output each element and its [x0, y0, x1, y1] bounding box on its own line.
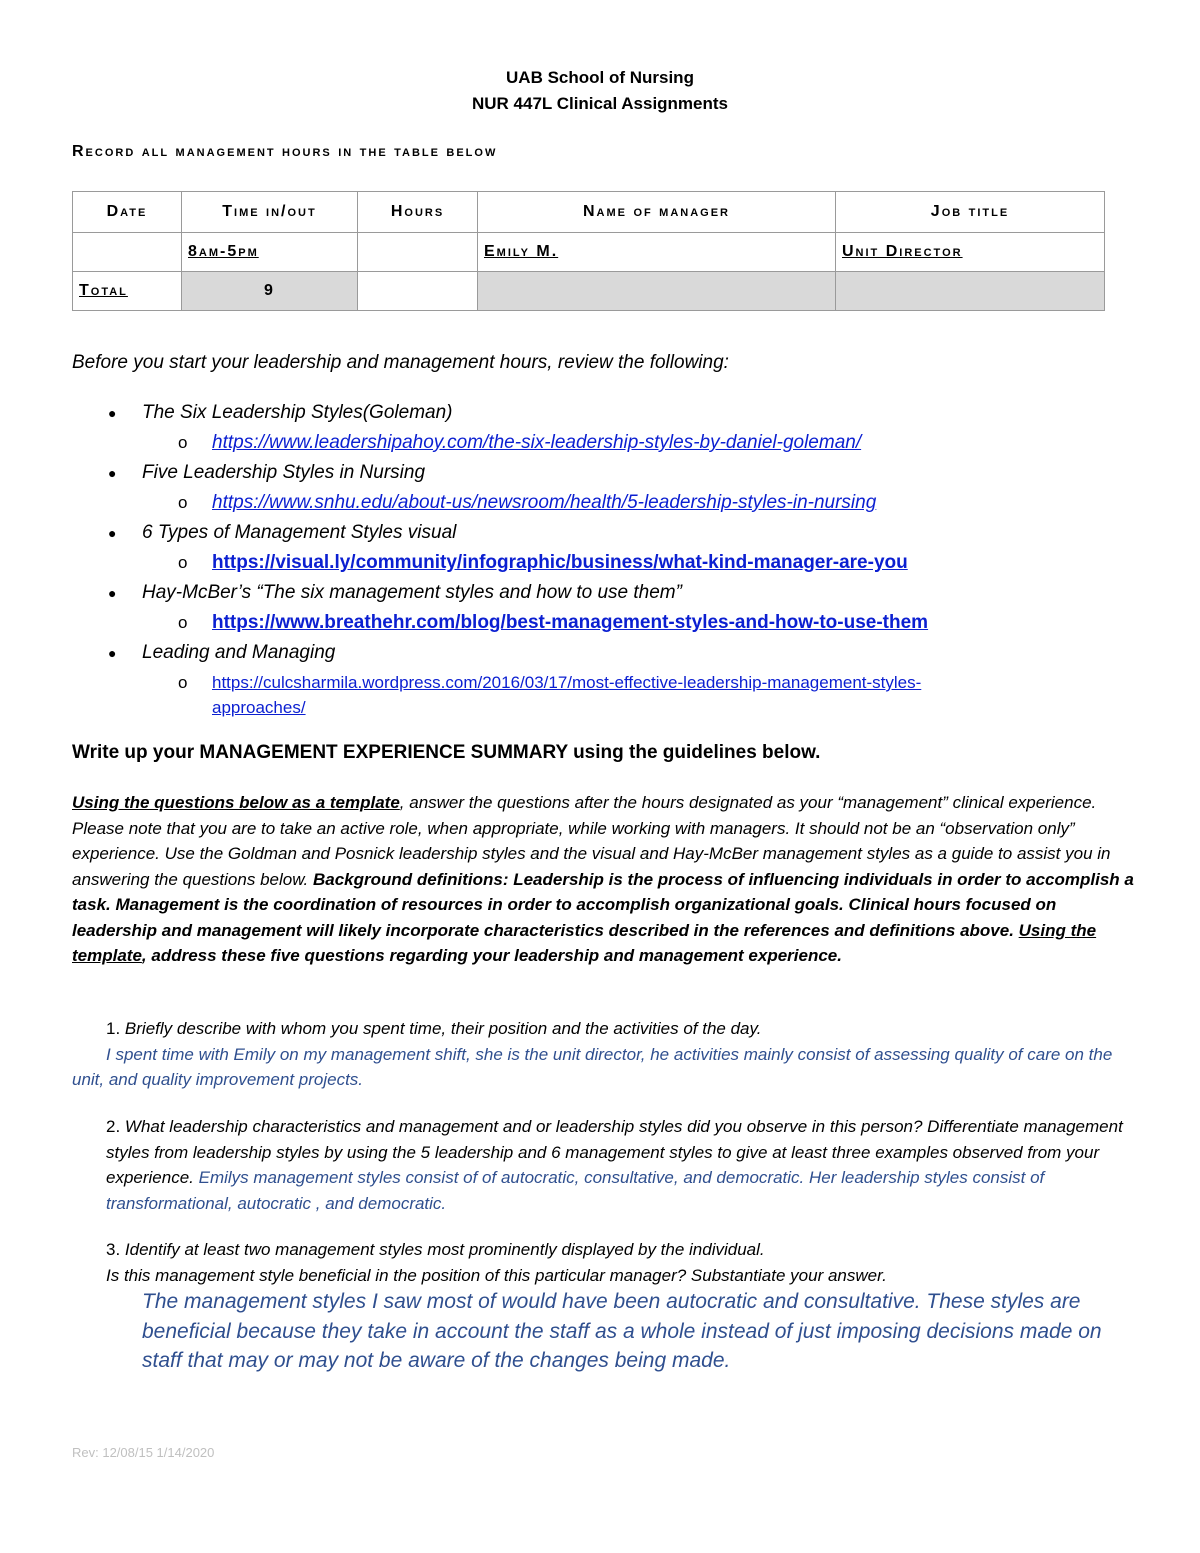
guidelines-definitions: Background definitions: Leadership is the process of influencing individuals in order to accomplish a task. Management is the coordination of resources in order to accomplish organizational goals. Clinical hours focused on leadership and management will likely incorporate characteristics described in the references and definitions above.	[72, 869, 1134, 940]
revision-footer: Rev: 12/08/15 1/14/2020	[72, 1445, 215, 1460]
q2-number: 2.	[106, 1117, 121, 1136]
hours-table	[72, 191, 1105, 311]
table-row	[73, 233, 1105, 272]
q3-text-2: Is this management style beneficial in the position of this particular manager? Substantiate your answer.	[106, 1265, 887, 1285]
circle-bullet-icon: o	[178, 433, 188, 452]
reference-sub	[142, 428, 1132, 458]
table-header-row	[73, 192, 1105, 233]
summary-heading: Write up your MANAGEMENT EXPERIENCE SUMMARY using the guidelines below.	[72, 742, 821, 763]
circle-bullet-icon: o	[178, 673, 188, 692]
q1-number: 1.	[106, 1019, 121, 1038]
q3-number: 3.	[106, 1240, 121, 1259]
reference-sub	[142, 608, 1132, 638]
circle-bullet-icon: o	[178, 553, 188, 572]
col-date: Date	[73, 192, 182, 233]
reference-link[interactable]: https://visual.ly/community/infographic/business/what-kind-manager-are-you	[212, 552, 908, 573]
q2-text: What leadership characteristics and management and or leadership styles did you observe in this person? Differentiate management styles from leadership styles by using the 5 leadership and 6 management styles to give at least three examples observed from your experience.	[106, 1117, 1123, 1187]
q1-text: Briefly describe with whom you spent time, their position and the activities of the day.	[120, 1019, 762, 1038]
guidelines-text: , answer the questions after the hours designated as your “management” clinical experience. Please note that you are to take an active role, when appropriate, while working with managers. It should not be an “observation only” experience. Use the Goldman and Posnick leadership styles and the visual and Hay-McBer management styles as a guide to assist you in answering the questions below.	[72, 793, 1111, 889]
list-item	[72, 518, 1132, 578]
guidelines-paragraph	[72, 790, 1134, 969]
reference-link[interactable]	[212, 673, 921, 717]
col-hours: Hours	[358, 192, 478, 233]
col-job-title: Job title	[836, 192, 1105, 233]
guidelines-lead: Using the questions below as a template	[72, 793, 400, 812]
cell-manager: Emily M.	[478, 233, 836, 272]
link-line-1: https://culcsharmila.wordpress.com/2016/03/17/most-effective-leadership-management-styles-	[212, 673, 922, 692]
reference-list	[72, 398, 1132, 720]
list-item	[72, 578, 1132, 638]
q1-answer: I spent time with Emily on my management shift, she is the unit director, he activities mainly consist of assessing quality of care on the unit, and quality improvement projects.	[72, 1044, 1113, 1089]
total-value: 9	[182, 272, 358, 311]
reference-title: Leading and Managing	[142, 642, 336, 663]
circle-bullet-icon: o	[178, 613, 188, 632]
q3-text: Identify at least two management styles most prominently displayed by the individual.	[120, 1240, 765, 1259]
link-line-2: approaches/	[212, 698, 306, 717]
bullet-icon: ●	[108, 465, 117, 481]
total-manager-cell	[478, 272, 836, 311]
record-title: Record all management hours in the table below	[72, 143, 498, 160]
intro-text: Before you start your leadership and management hours, review the following:	[72, 352, 729, 373]
question-3	[106, 1237, 1136, 1288]
reference-link[interactable]: https://www.leadershipahoy.com/the-six-leadership-styles-by-daniel-goleman/	[212, 432, 862, 453]
reference-title: 6 Types of Management Styles visual	[142, 522, 457, 543]
col-time: Time in/out	[182, 192, 358, 233]
reference-sub	[142, 488, 1132, 518]
q3-answer: The management styles I saw most of would have been autocratic and consultative. These styles are beneficial because they take in account the staff as a whole instead of just imposing decisions made on staff that may or may not be aware of the changes being made.	[142, 1290, 1102, 1372]
reference-sub	[142, 668, 1132, 720]
reference-title: Hay-McBer’s “The six management styles and how to use them”	[142, 582, 682, 603]
cell-time: 8am-5pm	[182, 233, 358, 272]
list-item	[72, 398, 1132, 458]
list-item	[72, 458, 1132, 518]
total-label: Total	[73, 272, 182, 311]
circle-bullet-icon: o	[178, 493, 188, 512]
reference-title: The Six Leadership Styles(Goleman)	[142, 402, 453, 423]
question-1	[72, 1016, 1132, 1093]
total-row	[73, 272, 1105, 311]
course-title: NUR 447L Clinical Assignments	[471, 94, 729, 113]
guidelines-closing: , address these five questions regarding your leadership and management experience.	[141, 946, 842, 965]
reference-title: Five Leadership Styles in Nursing	[142, 462, 426, 483]
reference-link[interactable]: https://www.breathehr.com/blog/best-management-styles-and-how-to-use-them	[212, 612, 929, 633]
list-item	[72, 638, 1132, 720]
cell-date	[73, 233, 182, 272]
reference-link[interactable]: https://www.snhu.edu/about-us/newsroom/health/5-leadership-styles-in-nursing	[212, 492, 877, 513]
bullet-icon: ●	[108, 645, 117, 661]
bullet-icon: ●	[108, 525, 117, 541]
guidelines-template-link: Using the template	[72, 920, 1097, 965]
school-title: UAB School of Nursing	[506, 68, 694, 87]
bullet-icon: ●	[108, 405, 117, 421]
q2-answer: Emilys management styles consist of of autocratic, consultative, and democratic. Her leadership styles consist of transformational, autocratic , and democratic.	[106, 1168, 1045, 1213]
reference-sub	[142, 548, 1132, 578]
bullet-icon: ●	[108, 585, 117, 601]
question-2	[106, 1114, 1136, 1216]
total-job-cell	[836, 272, 1105, 311]
col-manager: Name of manager	[478, 192, 836, 233]
cell-job-title: Unit Director	[836, 233, 1105, 272]
total-hours-cell	[358, 272, 478, 311]
cell-hours	[358, 233, 478, 272]
